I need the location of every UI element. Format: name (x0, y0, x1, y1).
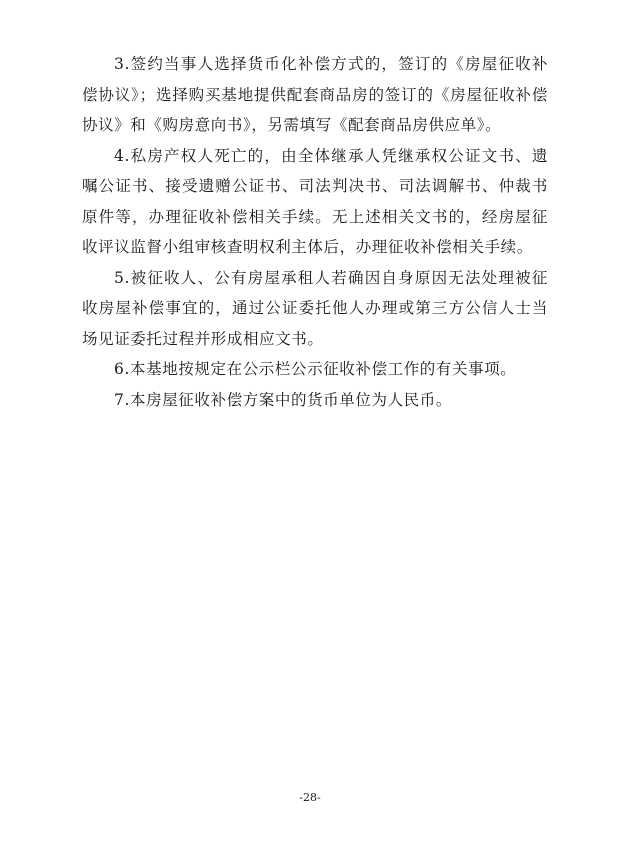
paragraph-item-6: 6.本基地按规定在公示栏公示征收补偿工作的有关事项。 (114, 360, 517, 378)
paragraph-item-7: 7.本房屋征收补偿方案中的货币单位为人民币。 (114, 390, 452, 409)
paragraph-item-4: 4.私房产权人死亡的，由全体继承人凭继承权公证文书、遗嘱公证书、接受遗赠公证书、司法判决书、司法调解书、仲裁书原件等，办理征收补偿相关手续。无上述相关文书的，经房屋征收评议监督小组审核查明权利主体后，办理征收补偿相关手续。 (82, 146, 548, 256)
page-number: -28- (299, 791, 321, 804)
paragraph-item-5: 5.被征收人、公有房屋承租人若确因自身原因无法处理被征收房屋补偿事宜的，通过公证委托他人办理或第三方公信人士当场见证委托过程并形成相应文书。 (82, 268, 548, 348)
paragraph-item-3: 3.签约当事人选择货币化补偿方式的，签订的《房屋征收补偿协议》；选择购买基地提供配套商品房的签订的《房屋征收补偿协议》和《购房意向书》，另需填写《配套商品房供应单》。 (82, 55, 548, 134)
document-body (82, 49, 548, 415)
